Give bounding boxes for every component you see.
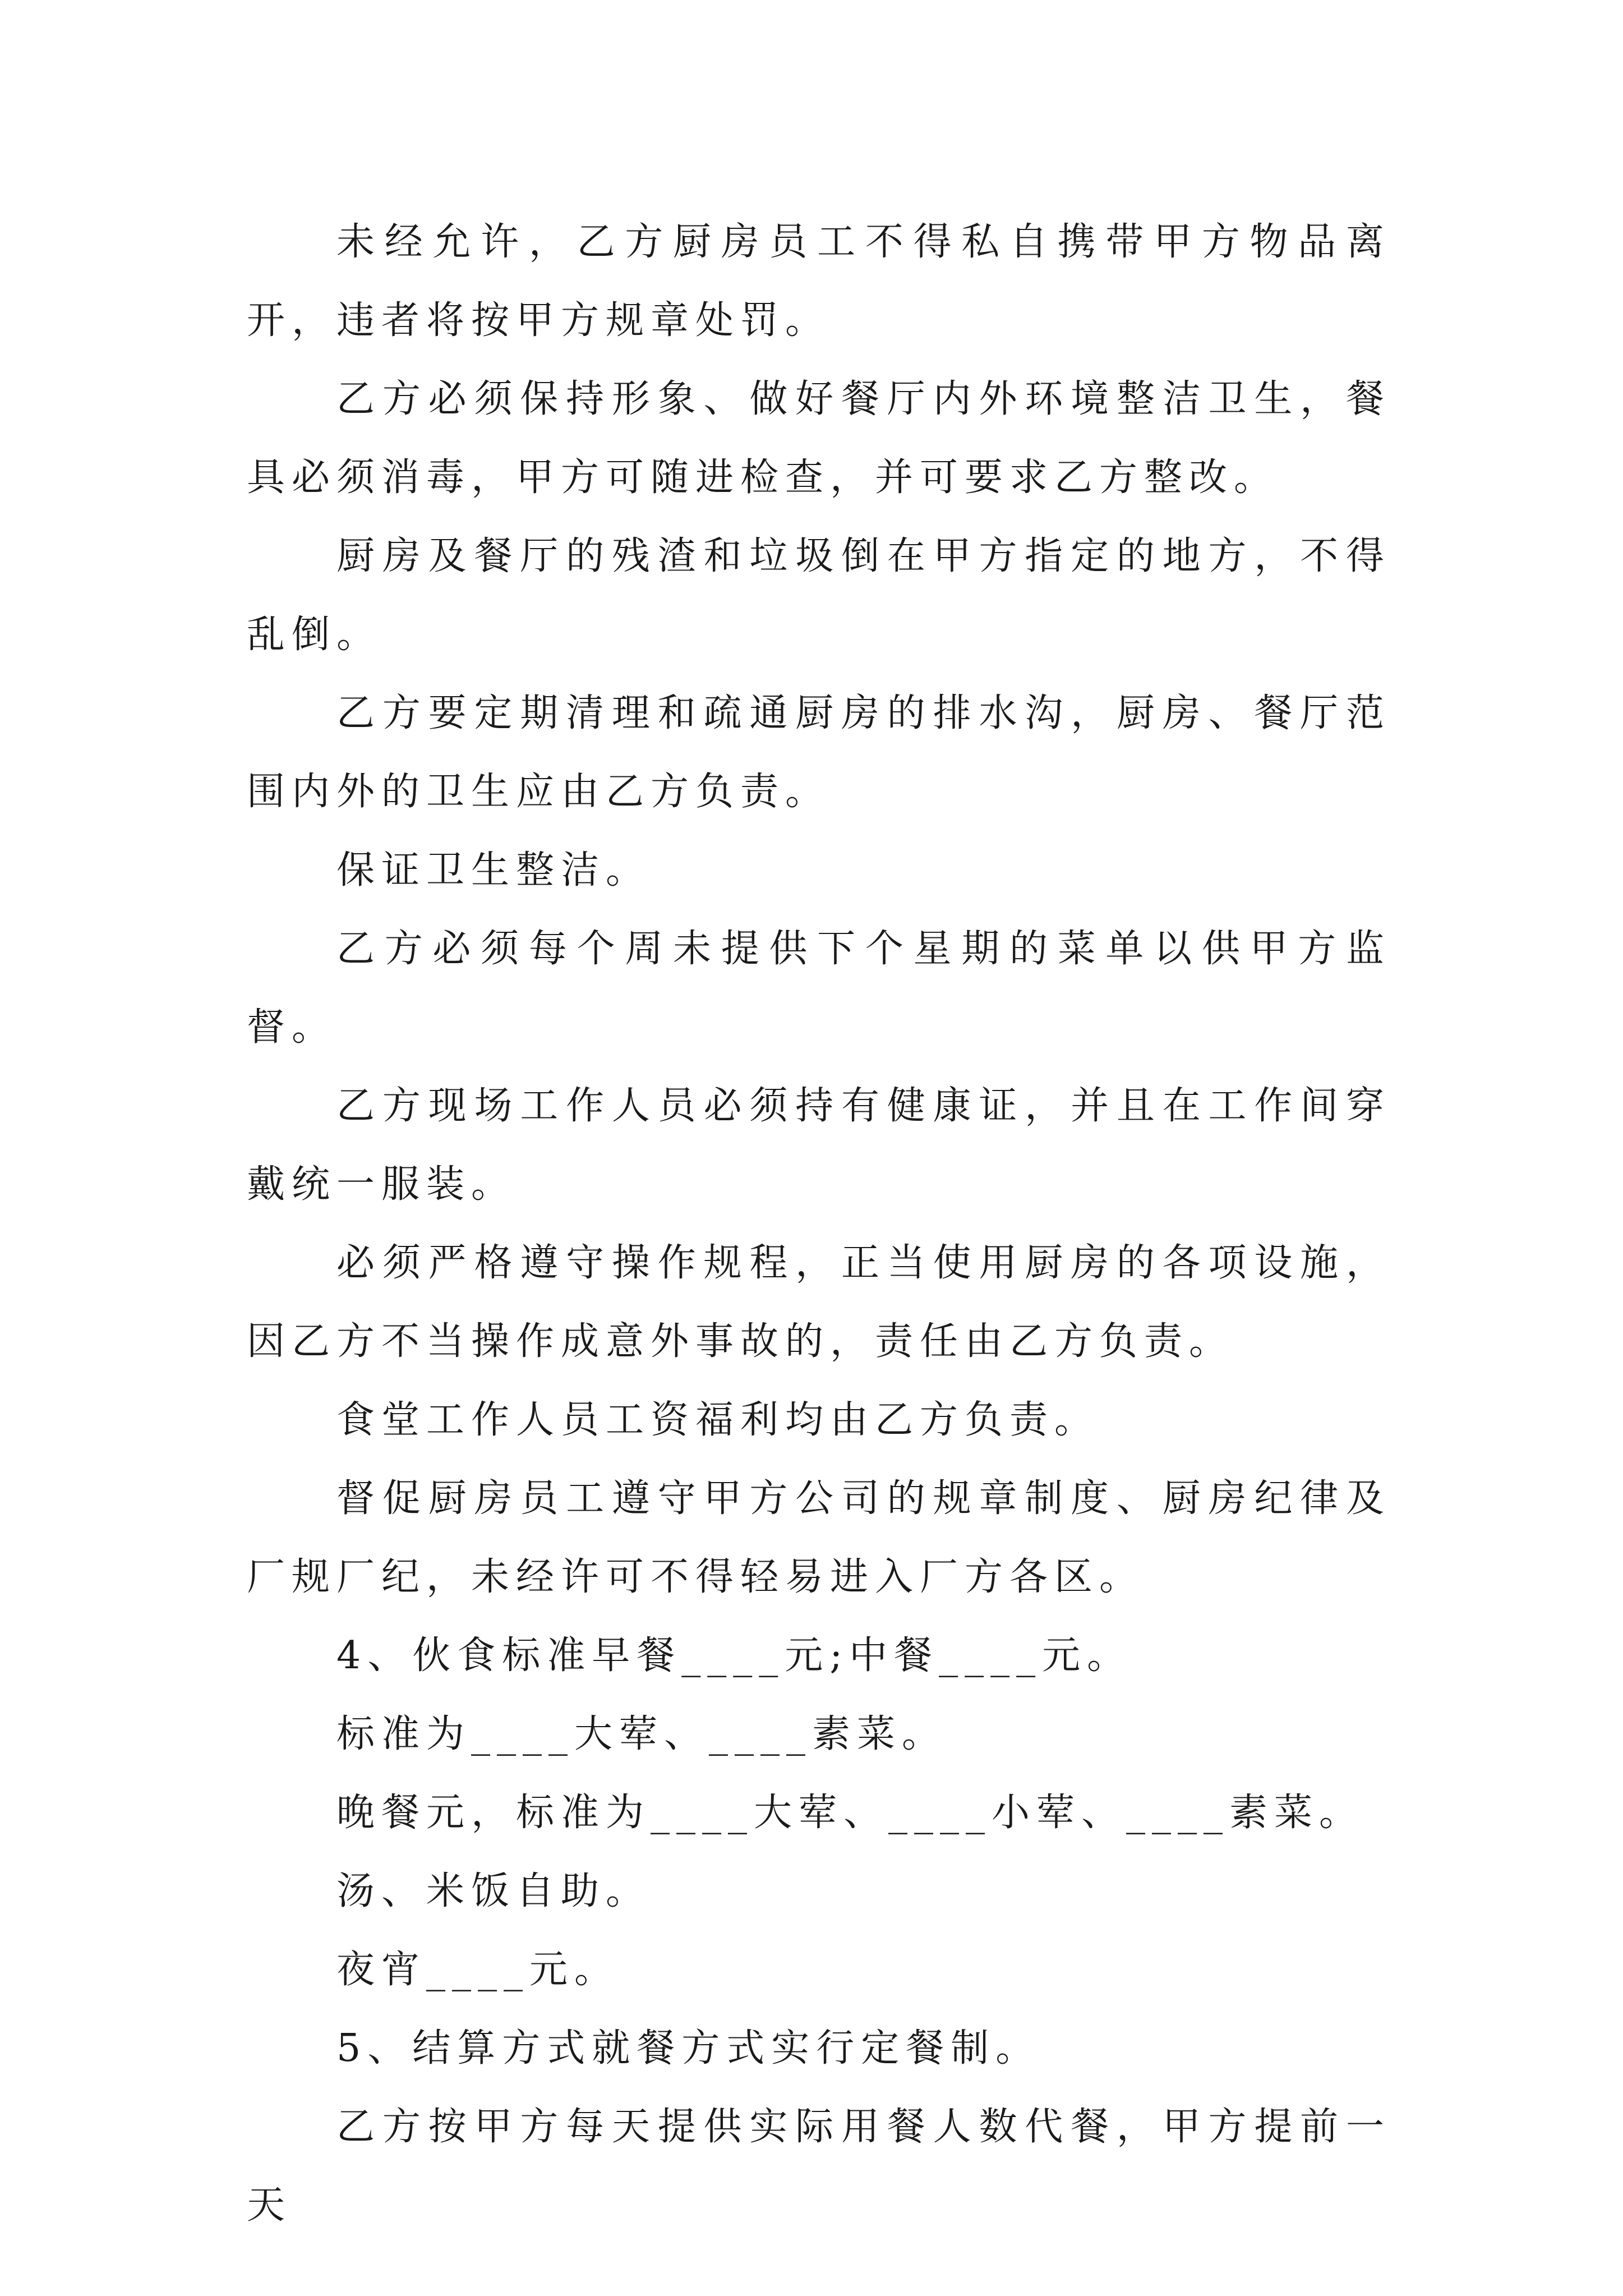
paragraph-5: 保证卫生整洁。 (336, 848, 651, 892)
paragraph-1: 未经允许，乙方厨房员工不得私自携带甲方物品离开，违者将按甲方规章处罚。 (247, 220, 1391, 343)
paragraph-12: 标准为____大荤、____素菜。 (336, 1712, 947, 1756)
paragraph-8: 必须严格遵守操作规程，正当使用厨房的各项设施，因乙方不当操作成意外事故的，责任由乙方负责。 (247, 1241, 1391, 1364)
paragraph-9: 食堂工作人员工资福利均由乙方负责。 (336, 1398, 1100, 1442)
paragraph-4: 乙方要定期清理和疏通厨房的排水沟，厨房、餐厅范围内外的卫生应由乙方负责。 (247, 691, 1391, 814)
paragraph-3: 厨房及餐厅的残渣和垃圾倒在甲方指定的地方，不得乱倒。 (247, 534, 1391, 657)
paragraph-15: 夜宵____元。 (336, 1948, 620, 1992)
document-body (247, 203, 1391, 2245)
paragraph-6: 乙方必须每个周未提供下个星期的菜单以供甲方监督。 (247, 927, 1391, 1050)
paragraph-17: 乙方按甲方每天提供实际用餐人数代餐，甲方提前一天 (247, 2105, 1391, 2228)
paragraph-16: 5、结算方式就餐方式实行定餐制。 (336, 2026, 1041, 2070)
paragraph-2: 乙方必须保持形象、做好餐厅内外环境整洁卫生，餐具必须消毒，甲方可随进检查，并可要求乙方整改。 (247, 377, 1391, 500)
paragraph-13: 晚餐元，标准为____大荤、____小荤、____素菜。 (336, 1791, 1364, 1835)
paragraph-10: 督促厨房员工遵守甲方公司的规章制度、厨房纪律及厂规厂纪，未经许可不得轻易进入厂方各区。 (247, 1476, 1391, 1599)
paragraph-14: 汤、米饭自助。 (336, 1869, 651, 1913)
paragraph-11: 4、伙食标准早餐____元;中餐____元。 (336, 1634, 1132, 1678)
paragraph-7: 乙方现场工作人员必须持有健康证，并且在工作间穿戴统一服装。 (247, 1084, 1391, 1207)
